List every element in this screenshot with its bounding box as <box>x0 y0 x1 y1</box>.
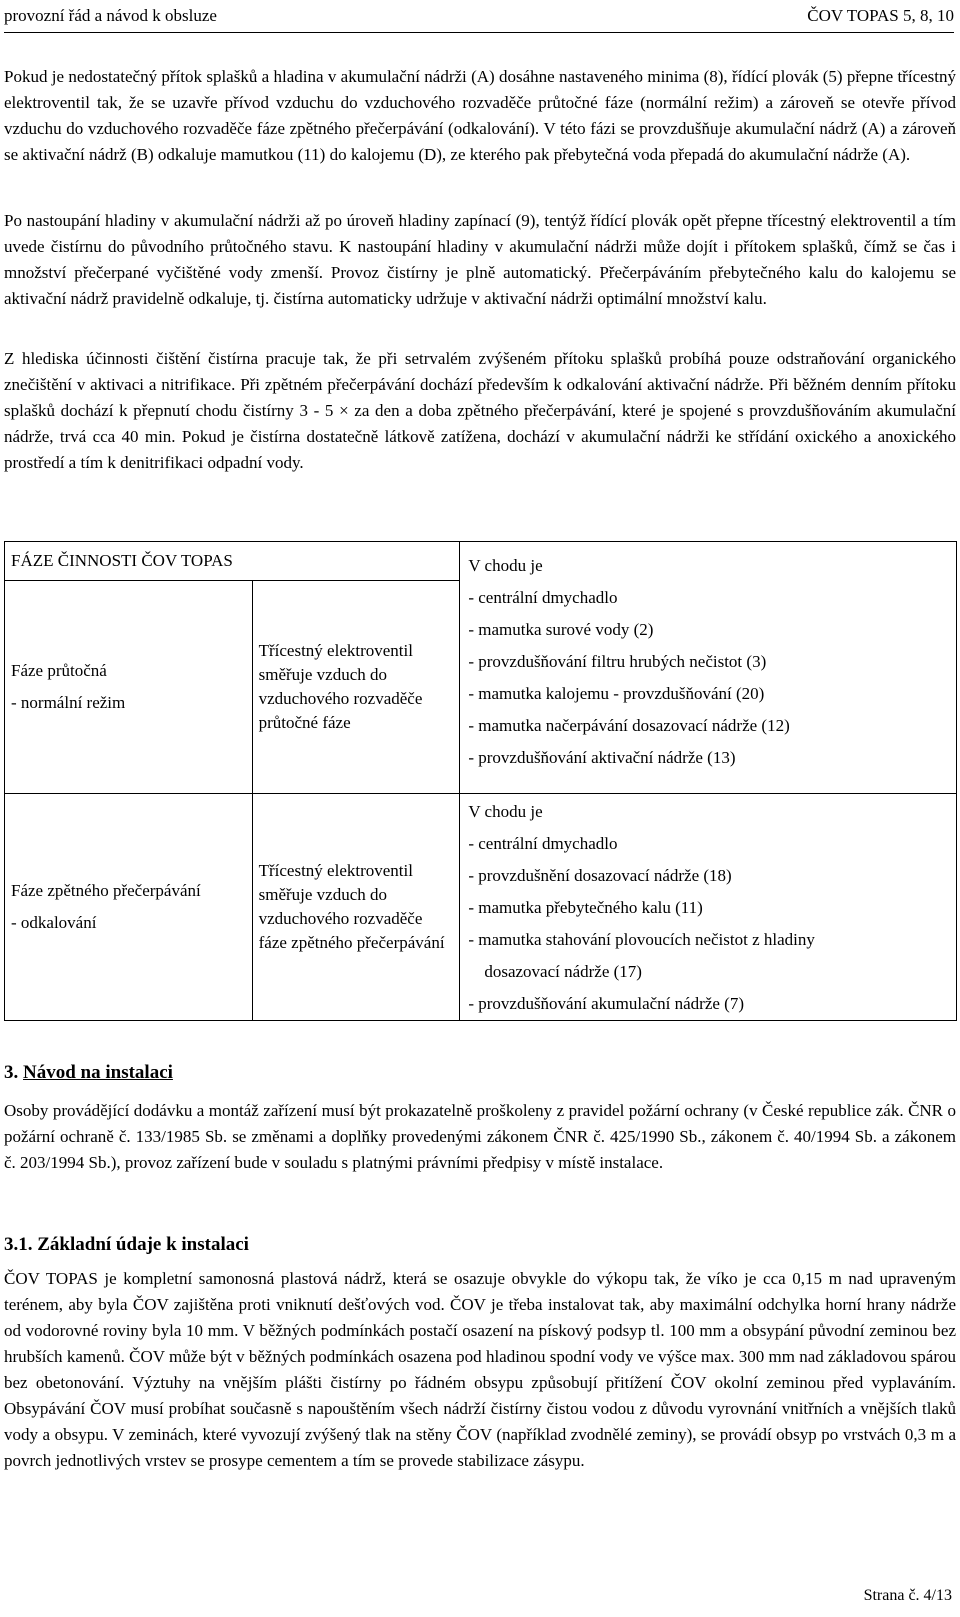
table-running-cell-2 <box>460 794 957 1021</box>
table-title: FÁZE ČINNOSTI ČOV TOPAS <box>11 551 233 570</box>
section-31-number: 3.1. <box>4 1234 33 1255</box>
list-item: - mamutka načerpávání dosazovací nádrže (12) <box>468 716 790 735</box>
section-3-number: 3. <box>4 1062 19 1083</box>
list-item: - mamutka přebytečného kalu (11) <box>468 898 703 917</box>
list-item: dosazovací nádrže (17) <box>484 962 642 981</box>
table-title-cell <box>5 542 460 581</box>
table-valve-cell-2 <box>252 794 460 1021</box>
phase-name: Fáze zpětného přečerpávání <box>11 881 201 900</box>
paragraph-efficiency: Z hlediska účinnosti čištění čistírna pracuje tak, že při setrvalém zvýšeném přítoku splašků probíhá pouze odstraňování organického znečištění v aktivaci a nitrifikace. Při zpětném přečerpávání dochází především k odkalování aktivační nádrže. Při běžném denním přítoku splašků dochází k přepnutí chodu čistírny 3 - 5 × za den a doba zpětného přečerpávání, které je spojené s provzdušňováním akumulační nádrže, trvá cca 40 min. Pokud je čistírna dostatečně látkově zatížena, dochází v akumulační nádrži ke střídání oxického a anoxického prostředí a tím k denitrifikaci odpadní vody. <box>4 349 956 472</box>
phase-mode: - normální režim <box>11 693 126 712</box>
header-left-title: provozní řád a návod k obsluze <box>4 6 217 25</box>
list-item: - centrální dmychadlo <box>468 834 618 853</box>
list-item: - provzdušňování filtru hrubých nečistot (3) <box>468 652 767 671</box>
section-31-heading <box>4 1234 249 1256</box>
phase-name: Fáze průtočná <box>11 661 107 680</box>
list-item: - mamutka surové vody (2) <box>468 620 654 639</box>
section-31-title: Základní údaje k instalaci <box>37 1234 249 1255</box>
table-running-cell-1 <box>460 542 957 794</box>
page-header <box>4 4 954 33</box>
list-item: - provzdušňování akumulační nádrže (7) <box>468 994 745 1013</box>
valve-description: Třícestný elektroventil směřuje vzduch do vzduchového rozvaděče průtočné fáze <box>258 641 423 732</box>
list-item: - mamutka stahování plovoucích nečistot z hladiny <box>468 930 815 949</box>
table-phase-cell-2 <box>5 794 253 1021</box>
list-item: - provzdušnění dosazovací nádrže (18) <box>468 866 732 885</box>
valve-description: Třícestný elektroventil směřuje vzduch do vzduchového rozvaděče fáze zpětného přečerpávání <box>258 861 445 952</box>
header-right-title: ČOV TOPAS 5, 8, 10 <box>807 6 954 25</box>
list-item: - mamutka kalojemu - provzdušňování (20) <box>468 684 765 703</box>
paragraph-basic-data: ČOV TOPAS je kompletní samonosná plastová nádrž, která se osazuje obvykle do výkopu tak, že víko je cca 0,15 m nad upraveným terénem, aby byla ČOV zajištěna proti vniknutí dešťových vod. ČOV je třeba instalovat tak, aby maximální odchylka horní hrany nádrže od vodorovné roviny byla 10 mm. V běžných podmínkách postačí osazení na pískový podsyp tl. 100 mm a obsypání původní zeminou bez hrubších kamenů. ČOV může být v běžných podmínkách osazena pod hladinou spodní vody ve výšce max. 300 mm nad základovou spárou bez obetonování. Výztuhy na vnějším plášti čistírny po řádném obsypu způsobují přitížení ČOV okolní zeminou před vyplaváním. Obsypávání ČOV musí probíhat současně s napouštěním všech nádrží čistírny čistou vodou z důvodu vyrovnání vnitřních a vnějších tlaků vody a obsypu. V zeminách, které vyvozují zvýšený tlak na stěny ČOV (například zvodnělé zeminy), se provádí obsyp po vrstvách 0,3 m a povrch jednotlivých vrstev se prosype cementem a tím se provede stabilizace zásypu. <box>4 1269 956 1470</box>
phase-mode: - odkalování <box>11 913 97 932</box>
section-3-title: Návod na instalaci <box>23 1062 173 1083</box>
paragraph-level-rise: Po nastoupání hladiny v akumulační nádrži až po úroveň hladiny zapínací (9), tentýž řídící plovák opět přepne třícestný elektroventil a tím uvede čistírnu do původního průtočného stavu. K nastoupání hladiny v akumulační nádrži může dojít i přítokem splašků, čímž se čas i množství přečerpané vyčištěné vody zmenší. Provoz čistírny je plně automatický. Přečerpáváním přebytečného kalu do kalojemu se aktivační nádrž pravidelně odkaluje, tj. čistírna automaticky udržuje v aktivační nádrži optimální množství kalu. <box>4 211 956 308</box>
paragraph-low-inflow: Pokud je nedostatečný přítok splašků a hladina v akumulační nádrži (A) dosáhne nastaveného minima (8), řídící plovák (5) přepne třícestný elektroventil tak, že se uzavře přívod vzduchu do vzduchového rozvaděče průtočné fáze (normální režim) a zároveň se otevře přívod vzduchu do vzduchového rozvaděče fáze zpětného přečerpávání (odkalování). V této fázi se provzdušňuje akumulační nádrž (A) a zároveň se aktivační nádrž (B) odkaluje mamutkou (11) do kalojemu (D), ze kterého pak přebytečná voda přepadá do akumulační nádrže (A). <box>4 67 956 164</box>
running-heading: V chodu je <box>468 802 543 821</box>
section-3-heading <box>4 1062 173 1084</box>
phase-table <box>4 541 957 1021</box>
table-valve-cell-1 <box>252 581 460 794</box>
table-phase-cell-1 <box>5 581 253 794</box>
paragraph-installation: Osoby provádějící dodávku a montáž zařízení musí být prokazatelně proškoleny z pravidel požární ochrany (v České republice zák. ČNR o požární ochraně č. 133/1985 Sb. se změnami a doplňky provedenými zákonem ČNR č. 425/1990 Sb., zákonem č. 40/1994 Sb. a zákonem č. 203/1994 Sb.), provoz zařízení bude v souladu s platnými právními předpisy v místě instalace. <box>4 1101 956 1172</box>
list-item: - centrální dmychadlo <box>468 588 618 607</box>
running-heading: V chodu je <box>468 556 543 575</box>
list-item: - provzdušňování aktivační nádrže (13) <box>468 748 736 767</box>
page-number: Strana č. 4/13 <box>863 1587 952 1604</box>
